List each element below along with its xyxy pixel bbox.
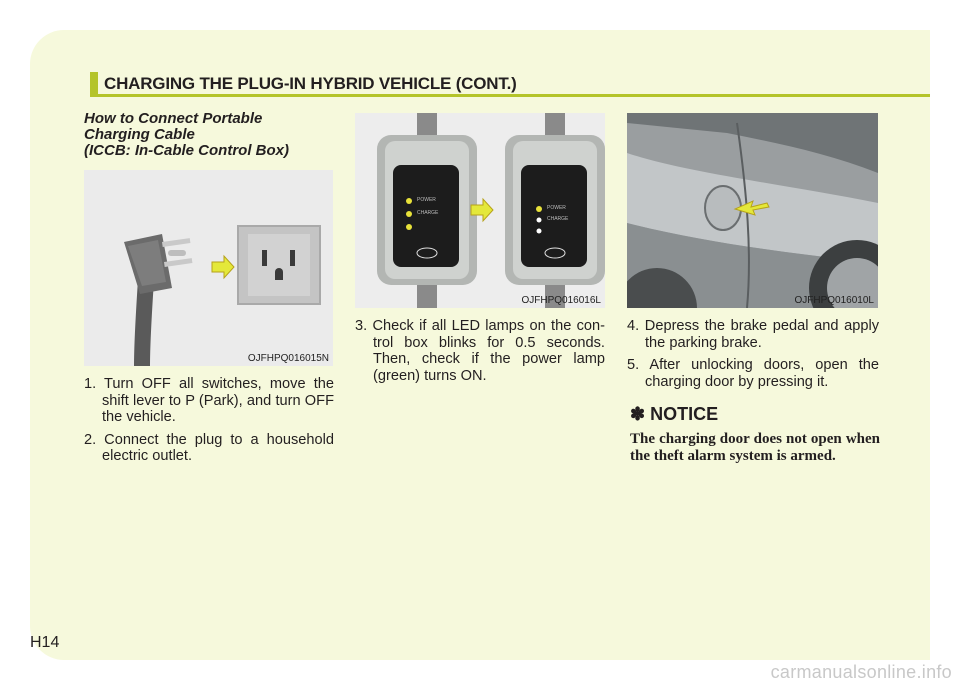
section-heading-line-3: (ICCB: In-Cable Control Box) (84, 142, 289, 159)
header-accent-bar (90, 72, 98, 94)
step-5: 5. After unlocking doors, open the charging door by pressing it. (627, 357, 879, 390)
led-label-charge-right: CHARGE (547, 216, 569, 222)
watermark: carmanualsonline.info (770, 662, 952, 682)
header-underline (90, 94, 930, 97)
step-3: 3. Check if all LED lamps on the con-trol box blinks for 0.5 seconds. Then, check if the power lamp (green) turns ON. (355, 318, 605, 384)
page-number: H14 (30, 634, 60, 651)
section-heading-line-1: How to Connect Portable (84, 110, 263, 127)
plug-outlet-illustration (84, 170, 333, 366)
figure-control-box (355, 113, 605, 308)
notice-text: The charging door does not open when the theft alarm system is armed. (630, 431, 880, 464)
led-label-power-right: POWER (547, 205, 566, 211)
steps-column-1 (84, 376, 334, 471)
section-heading (84, 111, 344, 159)
step-4: 4. Depress the brake pedal and apply the parking brake. (627, 318, 879, 351)
steps-column-3 (627, 318, 879, 396)
section-header (90, 72, 930, 96)
steps-column-2 (355, 318, 605, 390)
led-label-power-left: POWER (417, 197, 436, 203)
notice-title: ✽ NOTICE (630, 404, 719, 424)
control-box-illustration (355, 113, 605, 308)
figure-code: OJFHPQ016015N (247, 353, 329, 364)
figure-plug-outlet (84, 170, 333, 366)
figure-charging-door (627, 113, 878, 308)
step-2: 2. Connect the plug to a household electric outlet. (84, 431, 334, 464)
header-title: CHARGING THE PLUG-IN HYBRID VEHICLE (CONT.) (104, 74, 517, 93)
led-label-charge-left: CHARGE (417, 210, 439, 216)
section-heading-line-2: Charging Cable (84, 126, 195, 143)
charging-door-illustration (627, 113, 878, 308)
figure-code: OJFHPQ016016L (521, 295, 601, 306)
step-1: 1. Turn OFF all switches, move the shift lever to P (Park), and turn OFF the vehicle. (84, 376, 334, 425)
figure-code: OJFHPQ016010L (794, 295, 874, 306)
